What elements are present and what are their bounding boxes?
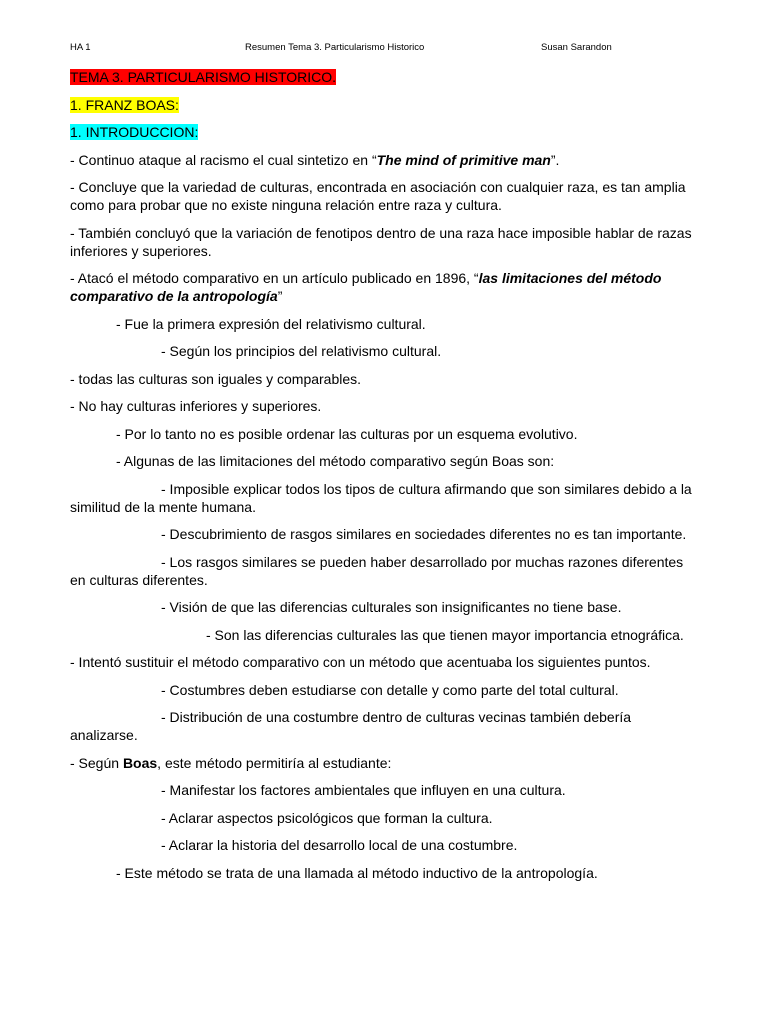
paragraph-metodo-comparativo <box>70 269 702 305</box>
paragraph-variedad: - Concluye que la variedad de culturas, encontrada en asociación con cualquier raza, es tan amplia como para probar que no existe ninguna relación entre raza y cultura. <box>70 179 686 213</box>
heading-introduccion <box>70 123 702 141</box>
paragraph-etnografica: - Son las diferencias culturales las que tienen mayor importancia etnográfica. <box>206 626 684 643</box>
paragraph-segun-lead: - Según <box>70 754 123 771</box>
heading-franz-boas-text: 1. FRANZ BOAS: <box>70 96 179 113</box>
paragraph-relativismo: - Fue la primera expresión del relativismo cultural. <box>116 315 426 332</box>
paragraph-iguales: - todas las culturas son iguales y comparables. <box>70 370 362 387</box>
paragraph-racismo <box>70 151 702 169</box>
paragraph-principios: - Según los principios del relativismo cultural. <box>161 343 442 359</box>
header-right: Susan Sarandon <box>541 42 612 53</box>
paragraph-metodo-end: ” <box>277 288 283 304</box>
paragraph-costumbres: - Costumbres deben estudiarse con detalle y como parte del total cultural. <box>161 681 619 698</box>
header-left: HA 1 <box>70 42 91 53</box>
paragraph-racismo-lead: - Continuo ataque al racismo el cual sintetizo en “ <box>70 151 377 168</box>
paragraph-historia: - Aclarar la historia del desarrollo local de una costumbre. <box>161 837 518 853</box>
paragraph-segun-boas <box>70 754 702 772</box>
paragraph-mente-humana: - Imposible explicar todos los tipos de cultura afirmando que son similares debido a la similitud de la mente humana. <box>70 480 692 515</box>
header-center: Resumen Tema 3. Particularismo Historico <box>245 42 425 53</box>
paragraph-inductivo: - Este método se trata de una llamada al método inductivo de la antropología. <box>116 864 598 881</box>
paragraph-vision: - Visión de que las diferencias culturales son insignificantes no tiene base. <box>161 599 622 615</box>
paragraph-ambientales: - Manifestar los factores ambientales que influyen en una cultura. <box>161 782 566 798</box>
heading-franz-boas <box>70 96 702 114</box>
paragraph-razones: - Los rasgos similares se pueden haber desarrollado por muchas razones diferentes en culturas diferentes. <box>70 553 684 588</box>
paragraph-no-inferiores: - No hay culturas inferiores y superiores. <box>70 398 322 414</box>
paragraph-segun-end: , este método permitiría al estudiante: <box>157 754 392 771</box>
heading-introduccion-text: 1. INTRODUCCION: <box>70 124 199 140</box>
article-title: las limitaciones del método comparativo de la antropología <box>70 270 662 304</box>
heading-tema-text: TEMA 3. PARTICULARISMO HISTORICO. <box>70 69 337 85</box>
heading-tema <box>70 68 702 86</box>
paragraph-esquema: - Por lo tanto no es posible ordenar las culturas por un esquema evolutivo. <box>116 425 578 442</box>
book-title: The mind of primitive man <box>376 151 551 168</box>
paragraph-limitaciones: - Algunas de las limitaciones del método comparativo según Boas son: <box>116 453 555 469</box>
paragraph-rasgos-similares: - Descubrimiento de rasgos similares en sociedades diferentes no es tan importante. <box>161 526 687 542</box>
paragraph-sustituir: - Intentó sustituir el método comparativo con un método que acentuaba los siguientes puntos. <box>70 654 651 670</box>
paragraph-psicologicos: - Aclarar aspectos psicológicos que forman la cultura. <box>161 809 493 826</box>
document-body <box>70 68 702 891</box>
paragraph-distribucion: - Distribución de una costumbre dentro de culturas vecinas también debería analizarse. <box>70 709 632 743</box>
paragraph-racismo-end: ”. <box>550 151 560 168</box>
paragraph-metodo-lead: - Atacó el método comparativo en un artículo publicado en 1896, “ <box>70 270 479 286</box>
paragraph-fenotipos: - También concluyó que la variación de fenotipos dentro de una raza hace imposible hablar de razas inferiores y superiores. <box>70 224 692 259</box>
boas-name: Boas <box>122 754 158 771</box>
